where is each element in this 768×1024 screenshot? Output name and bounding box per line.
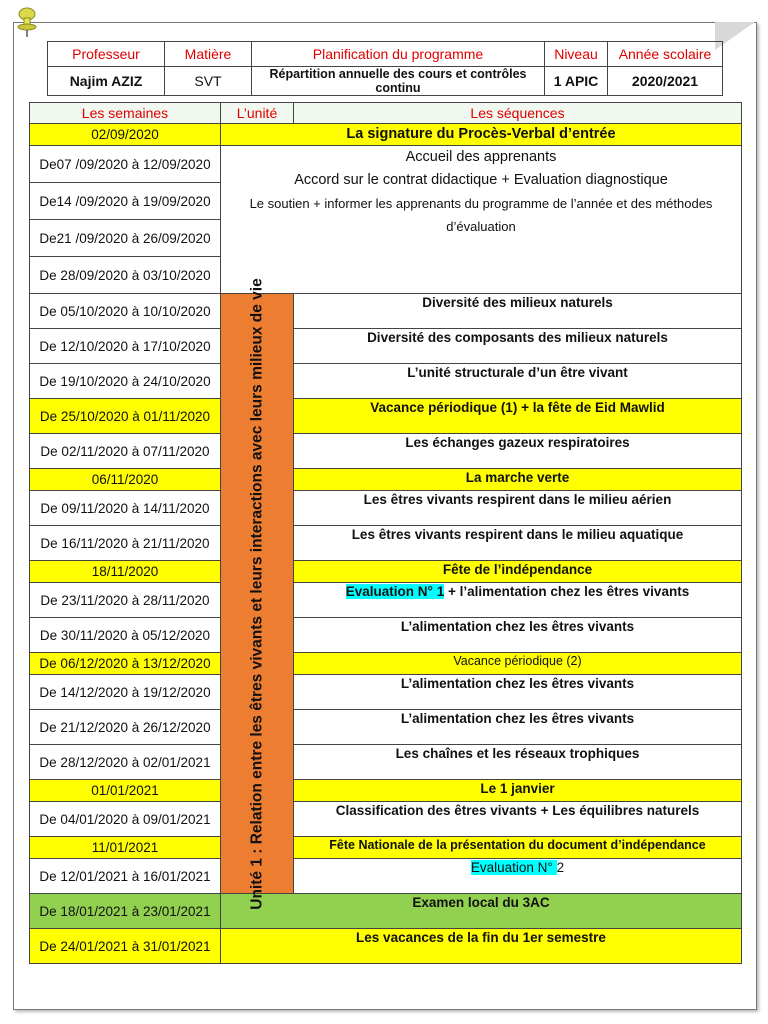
pushpin-icon (16, 6, 38, 38)
week-cell: De 02/11/2020 à 07/11/2020 (30, 434, 221, 469)
evaluation-highlight: Evaluation N° (470, 860, 557, 875)
column-header: Les semaines (30, 103, 221, 124)
intro-line: Le soutien + informer les apprenants du programme de l’année et des méthodes d’évaluation (249, 196, 713, 234)
sequence-cell: Classification des êtres vivants + Les équilibres naturels (294, 802, 742, 837)
evaluation-highlight: Evaluation N° 1 (345, 584, 445, 599)
header-label: Année scolaire (608, 42, 723, 67)
sequence-cell: Vacance périodique (2) (294, 653, 742, 675)
sequence-cell: Le 1 janvier (294, 780, 742, 802)
week-cell: De07 /09/2020 à 12/09/2020 (30, 146, 221, 183)
week-cell: De 06/12/2020 à 13/12/2020 (30, 653, 221, 675)
week-cell: De 23/11/2020 à 28/11/2020 (30, 583, 221, 618)
intro-line: Accueil des apprenants (405, 149, 557, 165)
sequence-cell: L’alimentation chez les êtres vivants (294, 675, 742, 710)
sequence-cell: Fête de l’indépendance (294, 561, 742, 583)
header-value: 2020/2021 (608, 67, 723, 96)
week-cell: De14 /09/2020 à 19/09/2020 (30, 183, 221, 220)
week-cell: 06/11/2020 (30, 469, 221, 491)
column-header: L’unité (221, 103, 294, 124)
header-value: SVT (165, 67, 252, 96)
sequence-cell: Diversité des milieux naturels (294, 294, 742, 329)
week-cell: De 21/12/2020 à 26/12/2020 (30, 710, 221, 745)
intro-cell (221, 146, 742, 294)
sequence-cell: Examen local du 3AC (221, 894, 742, 929)
sequence-cell: Fête Nationale de la présentation du document d’indépendance (294, 837, 742, 859)
week-cell: De 12/10/2020 à 17/10/2020 (30, 329, 221, 364)
sequence-text: + l’alimentation chez les êtres vivants (444, 584, 690, 599)
sequence-cell: L’alimentation chez les êtres vivants (294, 710, 742, 745)
sequence-cell: Les échanges gazeux respiratoires (294, 434, 742, 469)
header-value: Najim AZIZ (48, 67, 165, 96)
week-cell: De 16/11/2020 à 21/11/2020 (30, 526, 221, 561)
sequence-cell: L’unité structurale d’un être vivant (294, 364, 742, 399)
week-cell: De 24/01/2021 à 31/01/2021 (30, 929, 221, 964)
week-cell: De 09/11/2020 à 14/11/2020 (30, 491, 221, 526)
sequence-cell: La marche verte (294, 469, 742, 491)
header-label: Planification du programme (252, 42, 545, 67)
sequence-cell: Les vacances de la fin du 1er semestre (221, 929, 742, 964)
week-cell: De 18/01/2021 à 23/01/2021 (30, 894, 221, 929)
header-table (47, 41, 723, 96)
week-cell: De 28/09/2020 à 03/10/2020 (30, 257, 221, 294)
sequence-cell: Les êtres vivants respirent dans le milieu aquatique (294, 526, 742, 561)
sequence-cell: Diversité des composants des milieux naturels (294, 329, 742, 364)
week-cell: De 05/10/2020 à 10/10/2020 (30, 294, 221, 329)
unit-cell (221, 277, 294, 910)
week-cell: De 30/11/2020 à 05/12/2020 (30, 618, 221, 653)
week-cell: De 14/12/2020 à 19/12/2020 (30, 675, 221, 710)
sequence-cell: L’alimentation chez les êtres vivants (294, 618, 742, 653)
header-label: Niveau (545, 42, 608, 67)
column-header: Les séquences (294, 103, 742, 124)
header-value: 1 APIC (545, 67, 608, 96)
schedule-table (29, 102, 742, 964)
header-label: Matière (165, 42, 252, 67)
sequence-cell (294, 583, 742, 618)
sequence-cell (294, 859, 742, 894)
week-cell: 02/09/2020 (30, 124, 221, 146)
sequence-cell: Les chaînes et les réseaux trophiques (294, 745, 742, 780)
week-cell: De 25/10/2020 à 01/11/2020 (30, 399, 221, 434)
week-cell: De 19/10/2020 à 24/10/2020 (30, 364, 221, 399)
week-cell: 18/11/2020 (30, 561, 221, 583)
week-cell: De 04/01/2020 à 09/01/2021 (30, 802, 221, 837)
sequence-cell: Vacance périodique (1) + la fête de Eid Mawlid (294, 399, 742, 434)
header-label: Professeur (48, 42, 165, 67)
unit-label: Unité 1 : Relation entre les êtres vivants et leurs interactions avec leurs milieux de vie (248, 277, 266, 910)
header-value: Répartition annuelle des cours et contrôles continu (252, 67, 545, 96)
week-cell: De 28/12/2020 à 02/01/2021 (30, 745, 221, 780)
week-cell: De 12/01/2021 à 16/01/2021 (30, 859, 221, 894)
sequence-text: 2 (556, 860, 565, 875)
week-cell: 01/01/2021 (30, 780, 221, 802)
sequence-cell: La signature du Procès-Verbal d’entrée (221, 124, 742, 146)
week-cell: 11/01/2021 (30, 837, 221, 859)
sequence-cell: Les êtres vivants respirent dans le milieu aérien (294, 491, 742, 526)
intro-line: Accord sur le contrat didactique + Evaluation diagnostique (294, 172, 668, 188)
week-cell: De21 /09/2020 à 26/09/2020 (30, 220, 221, 257)
